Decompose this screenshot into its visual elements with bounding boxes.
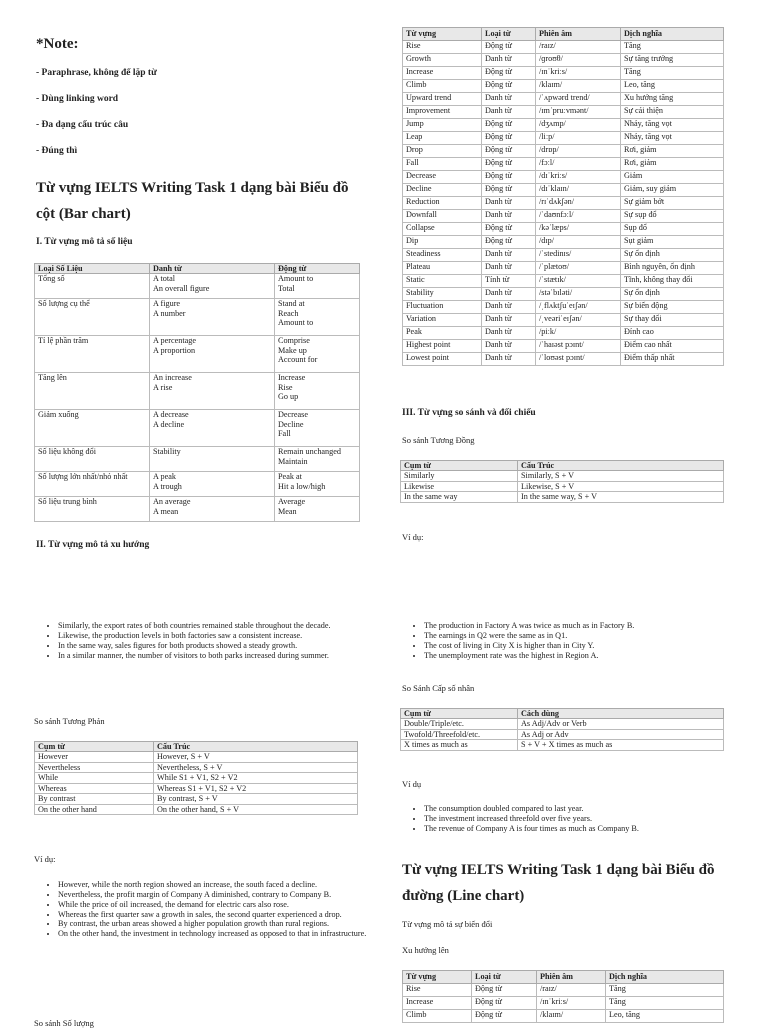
table-cell: /klaɪm/: [537, 1010, 606, 1023]
table-cell: /ˈstætɪk/: [536, 275, 621, 288]
table-cell: Động từ: [482, 80, 536, 93]
table-row: [403, 119, 724, 132]
table-header-row: [401, 461, 724, 471]
contrast-table: [34, 741, 358, 815]
table-row: [35, 783, 358, 793]
table-cell: Average Mean: [275, 497, 360, 522]
table-cell: Động từ: [482, 158, 536, 171]
table-cell: While: [35, 773, 154, 783]
table-cell: Decline: [403, 184, 482, 197]
table-cell: /dɪp/: [536, 236, 621, 249]
table-cell: Số lượng lớn nhất/nhỏ nhất: [35, 472, 150, 497]
table-cell: Rơi, giảm: [621, 145, 724, 158]
table-cell: Highest point: [403, 340, 482, 353]
table-row: [403, 106, 724, 119]
list-item: • The revenue of Company A is four times as much as Company B.: [424, 824, 754, 834]
table-row: [35, 804, 358, 814]
table-row: [403, 262, 724, 275]
table-cell: Leap: [403, 132, 482, 145]
column-header: Danh từ: [150, 264, 275, 274]
table-row: [401, 729, 724, 739]
table-cell: Decrease Decline Fall: [275, 410, 360, 447]
table-row: [35, 497, 360, 522]
table-row: [403, 236, 724, 249]
table-header-row: [35, 264, 360, 274]
table-cell: /ˈhaɪəst pɔɪnt/: [536, 340, 621, 353]
table-cell: /dɪˈklaɪn/: [536, 184, 621, 197]
table-cell: Nhảy, tăng vọt: [621, 119, 724, 132]
table-row: [403, 353, 724, 366]
list-item: • By contrast, the urban areas showed a higher population growth than rural regions.: [58, 919, 388, 929]
example-label: Ví dụ: [402, 779, 422, 789]
table-row: [401, 740, 724, 750]
table-cell: On the other hand: [35, 804, 154, 814]
upward-trend-label: Xu hướng lên: [402, 945, 449, 955]
table-cell: Steadiness: [403, 249, 482, 262]
table-cell: Twofold/Threefold/etc.: [401, 729, 518, 739]
table-cell: Double/Triple/etc.: [401, 719, 518, 729]
table-cell: Danh từ: [482, 197, 536, 210]
table-cell: Decrease: [403, 171, 482, 184]
table-row: [35, 410, 360, 447]
table-cell: Rise: [403, 984, 472, 997]
table-cell: Giảm xuống: [35, 410, 150, 447]
table-cell: Động từ: [482, 223, 536, 236]
table-row: [403, 314, 724, 327]
table-row: [403, 197, 724, 210]
section2-heading: II. Từ vựng mô tả xu hướng: [36, 540, 150, 550]
table-cell: Fall: [403, 158, 482, 171]
table-cell: However: [35, 752, 154, 762]
table-row: [403, 54, 724, 67]
column-header: Dịch nghĩa: [621, 28, 724, 41]
column-header: Từ vựng: [403, 971, 472, 984]
note-title: *Note:: [36, 36, 79, 52]
table-row: [403, 223, 724, 236]
table-cell: Tăng: [621, 41, 724, 54]
section1-heading: I. Từ vựng mô tả số liệu: [36, 237, 133, 247]
table-cell: Danh từ: [482, 249, 536, 262]
table-cell: In the same way, S + V: [518, 492, 724, 502]
column-header: Cụm từ: [401, 461, 518, 471]
table-cell: /ɡroʊθ/: [536, 54, 621, 67]
table-cell: Động từ: [482, 119, 536, 132]
table-header-row: [401, 709, 724, 719]
table-cell: Sự biến động: [621, 301, 724, 314]
table-row: [35, 447, 360, 472]
table-cell: Drop: [403, 145, 482, 158]
column-header: Cấu Trúc: [518, 461, 724, 471]
table-cell: Số lượng cụ thể: [35, 299, 150, 336]
table-cell: /piːk/: [536, 327, 621, 340]
table-cell: Danh từ: [482, 340, 536, 353]
column-header: Loại từ: [482, 28, 536, 41]
table-row: [403, 301, 724, 314]
table-cell: On the other hand, S + V: [154, 804, 358, 814]
line-sub-heading: Từ vựng mô tả sự biến đổi: [402, 919, 493, 929]
table-cell: Static: [403, 275, 482, 288]
table-cell: Stability: [150, 447, 275, 472]
table-cell: Tăng: [621, 67, 724, 80]
table-cell: Đỉnh cao: [621, 327, 724, 340]
trend-vocab-table: [402, 27, 724, 366]
table-cell: Increase: [403, 997, 472, 1010]
table-cell: Stability: [403, 288, 482, 301]
table-cell: Danh từ: [482, 262, 536, 275]
table-row: [403, 288, 724, 301]
table-cell: Reduction: [403, 197, 482, 210]
table-cell: Tăng: [606, 984, 724, 997]
table-row: [403, 210, 724, 223]
table-cell: Likewise, S + V: [518, 481, 724, 491]
table-cell: /raɪz/: [537, 984, 606, 997]
table-row: [403, 93, 724, 106]
table-cell: Stand at Reach Amount to: [275, 299, 360, 336]
table-cell: /ˈʌpwərd trend/: [536, 93, 621, 106]
table-cell: A total An overall figure: [150, 274, 275, 299]
similarity-label: So sánh Tương Đồng: [402, 435, 475, 445]
table-cell: /kəˈlæps/: [536, 223, 621, 236]
table-cell: Sự cải thiện: [621, 106, 724, 119]
table-cell: /ˈstedinɪs/: [536, 249, 621, 262]
table-header-row: [403, 28, 724, 41]
table-cell: A figure A number: [150, 299, 275, 336]
table-row: [401, 471, 724, 481]
column-header: Loại Số Liệu: [35, 264, 150, 274]
table-cell: Growth: [403, 54, 482, 67]
table-row: [35, 336, 360, 373]
table-cell: /dɪˈkriːs/: [536, 171, 621, 184]
table-cell: /fɔːl/: [536, 158, 621, 171]
table-cell: /ɪnˈkriːs/: [536, 67, 621, 80]
table-cell: Increase: [403, 67, 482, 80]
table-row: [403, 158, 724, 171]
contrast-examples-list: [36, 880, 388, 939]
note-item: - Đa dạng cấu trúc câu: [36, 120, 129, 130]
table-cell: Động từ: [482, 184, 536, 197]
note-item: - Đúng thì: [36, 146, 78, 156]
table-cell: Động từ: [482, 67, 536, 80]
list-item: • Nevertheless, the profit margin of Company A diminished, contrary to Company B.: [58, 890, 388, 900]
table-row: [35, 274, 360, 299]
table-cell: While S1 + V1, S2 + V2: [154, 773, 358, 783]
example-label: Ví dụ:: [402, 532, 424, 542]
table-cell: Sự giảm bớt: [621, 197, 724, 210]
example-label: Ví dụ:: [34, 854, 56, 864]
table-cell: Tỉ lệ phần trăm: [35, 336, 150, 373]
table-cell: Động từ: [472, 984, 537, 997]
table-row: [401, 719, 724, 729]
list-item: • However, while the north region showed an increase, the south faced a decline.: [58, 880, 388, 890]
table-row: [403, 67, 724, 80]
table-header-row: [35, 742, 358, 752]
data-description-table: [34, 263, 360, 522]
table-cell: /klaɪm/: [536, 80, 621, 93]
table-cell: Xu hướng tăng: [621, 93, 724, 106]
table-cell: Động từ: [482, 145, 536, 158]
table-row: [403, 1010, 724, 1023]
table-row: [403, 80, 724, 93]
multiplier-label: So Sánh Cấp số nhân: [402, 683, 475, 693]
table-cell: Nevertheless, S + V: [154, 762, 358, 772]
table-cell: As Adj or Adv: [518, 729, 724, 739]
table-cell: Động từ: [472, 1010, 537, 1023]
list-item: • On the other hand, the investment in technology increased as opposed to that in infrastructure.: [58, 929, 388, 939]
table-cell: Giảm: [621, 171, 724, 184]
table-cell: Tổng số: [35, 274, 150, 299]
table-cell: /liːp/: [536, 132, 621, 145]
table-row: [403, 132, 724, 145]
table-cell: Peak at Hit a low/high: [275, 472, 360, 497]
table-cell: Động từ: [482, 41, 536, 54]
note-item: - Paraphrase, không để lặp từ: [36, 68, 157, 78]
comparison-examples-list: [402, 621, 754, 660]
table-cell: /ˈdaʊnfɔːl/: [536, 210, 621, 223]
list-item: • The earnings in Q2 were the same as in Q1.: [424, 631, 754, 641]
contrast-label: So sánh Tương Phản: [34, 716, 105, 726]
table-cell: Climb: [403, 1010, 472, 1023]
table-cell: Increase Rise Go up: [275, 373, 360, 410]
table-cell: Climb: [403, 80, 482, 93]
table-row: [401, 492, 724, 502]
table-cell: Sự sụp đổ: [621, 210, 724, 223]
table-cell: Danh từ: [482, 93, 536, 106]
list-item: • The unemployment rate was the highest in Region A.: [424, 651, 754, 661]
table-cell: Variation: [403, 314, 482, 327]
list-item: • The production in Factory A was twice as much as in Factory B.: [424, 621, 754, 631]
table-cell: Similarly, S + V: [518, 471, 724, 481]
list-item: • While the price of oil increased, the demand for electric cars also rose.: [58, 900, 388, 910]
table-cell: Danh từ: [482, 288, 536, 301]
table-cell: Danh từ: [482, 210, 536, 223]
table-cell: Rơi, giảm: [621, 158, 724, 171]
table-cell: Comprise Make up Account for: [275, 336, 360, 373]
column-header: Từ vựng: [403, 28, 482, 41]
column-header: Phiên âm: [537, 971, 606, 984]
table-cell: Tăng: [606, 997, 724, 1010]
table-cell: Dip: [403, 236, 482, 249]
multiplier-table: [400, 708, 724, 751]
column-header: Cấu Trúc: [154, 742, 358, 752]
similarity-table: [400, 460, 724, 503]
table-header-row: [403, 971, 724, 984]
table-row: [35, 373, 360, 410]
table-cell: A percentage A proportion: [150, 336, 275, 373]
table-cell: Leo, tăng: [621, 80, 724, 93]
table-cell: Whereas: [35, 783, 154, 793]
table-cell: Điểm thấp nhất: [621, 353, 724, 366]
list-item: • The consumption doubled compared to last year.: [424, 804, 754, 814]
table-cell: Bình nguyên, ổn định: [621, 262, 724, 275]
table-cell: Số liệu trung bình: [35, 497, 150, 522]
table-cell: Sụp đổ: [621, 223, 724, 236]
note-item: - Dùng linking word: [36, 94, 119, 104]
table-row: [403, 997, 724, 1010]
table-cell: /ˌveəriˈeɪʃən/: [536, 314, 621, 327]
table-cell: /ˈloʊəst pɔɪnt/: [536, 353, 621, 366]
table-cell: /ɪnˈkriːs/: [537, 997, 606, 1010]
table-row: [403, 340, 724, 353]
column-header: Cụm từ: [35, 742, 154, 752]
line-vocab-table: [402, 970, 724, 1023]
table-row: [403, 41, 724, 54]
table-cell: Nevertheless: [35, 762, 154, 772]
table-cell: In the same way: [401, 492, 518, 502]
table-cell: Động từ: [482, 236, 536, 249]
table-row: [403, 145, 724, 158]
table-cell: Động từ: [482, 171, 536, 184]
table-cell: Improvement: [403, 106, 482, 119]
table-cell: Amount to Total: [275, 274, 360, 299]
table-cell: Nhảy, tăng vọt: [621, 132, 724, 145]
table-cell: Giảm, suy giảm: [621, 184, 724, 197]
table-cell: Plateau: [403, 262, 482, 275]
table-cell: Số liệu không đổi: [35, 447, 150, 472]
table-cell: X times as much as: [401, 740, 518, 750]
table-row: [35, 299, 360, 336]
multiplier-examples-list: [402, 804, 754, 834]
table-cell: An increase A rise: [150, 373, 275, 410]
table-cell: By contrast, S + V: [154, 794, 358, 804]
table-row: [35, 762, 358, 772]
column-header: Dịch nghĩa: [606, 971, 724, 984]
column-header: Cụm từ: [401, 709, 518, 719]
table-cell: However, S + V: [154, 752, 358, 762]
table-cell: /ˈplætoʊ/: [536, 262, 621, 275]
table-cell: Downfall: [403, 210, 482, 223]
table-cell: Similarly: [401, 471, 518, 481]
table-cell: Tính từ: [482, 275, 536, 288]
table-row: [403, 184, 724, 197]
table-cell: Likewise: [401, 481, 518, 491]
similarity-examples-list: [36, 621, 388, 660]
table-cell: /rɪˈdʌkʃən/: [536, 197, 621, 210]
table-row: [403, 249, 724, 262]
table-row: [35, 794, 358, 804]
table-row: [35, 773, 358, 783]
table-cell: /raɪz/: [536, 41, 621, 54]
column-header: Cách dùng: [518, 709, 724, 719]
table-cell: Danh từ: [482, 301, 536, 314]
table-cell: Sự ổn định: [621, 249, 724, 262]
table-cell: An average A mean: [150, 497, 275, 522]
table-cell: Điểm cao nhất: [621, 340, 724, 353]
table-cell: Sự ổn định: [621, 288, 724, 301]
list-item: • In a similar manner, the number of visitors to both parks increased during summer.: [58, 651, 388, 661]
table-cell: Peak: [403, 327, 482, 340]
table-cell: /dʒʌmp/: [536, 119, 621, 132]
cutoff-label: So sánh Số lượng: [34, 1018, 94, 1028]
table-cell: Danh từ: [482, 353, 536, 366]
table-cell: Danh từ: [482, 327, 536, 340]
table-cell: Upward trend: [403, 93, 482, 106]
table-cell: Jump: [403, 119, 482, 132]
table-cell: Fluctuation: [403, 301, 482, 314]
table-cell: Tĩnh, không thay đổi: [621, 275, 724, 288]
table-cell: /ˌflʌktʃuˈeɪʃən/: [536, 301, 621, 314]
table-row: [403, 327, 724, 340]
table-cell: /ɪmˈpruːvmənt/: [536, 106, 621, 119]
section3-heading: III. Từ vựng so sánh và đối chiếu: [402, 408, 536, 418]
table-row: [35, 752, 358, 762]
column-header: Loại từ: [472, 971, 537, 984]
table-cell: Danh từ: [482, 106, 536, 119]
table-cell: Tăng lên: [35, 373, 150, 410]
table-row: [401, 481, 724, 491]
table-cell: Remain unchanged Maintain: [275, 447, 360, 472]
table-cell: Collapse: [403, 223, 482, 236]
table-cell: Sự tăng trưởng: [621, 54, 724, 67]
table-cell: Leo, tăng: [606, 1010, 724, 1023]
table-cell: Danh từ: [482, 54, 536, 67]
table-row: [403, 171, 724, 184]
bar-chart-heading: Từ vựng IELTS Writing Task 1 dạng bài Biểu đồ cột (Bar chart): [36, 180, 349, 222]
table-cell: By contrast: [35, 794, 154, 804]
line-chart-heading: Từ vựng IELTS Writing Task 1 dạng bài Biểu đồ đường (Line chart): [402, 862, 715, 904]
list-item: • Whereas the first quarter saw a growth in sales, the second quarter experienced a drop.: [58, 910, 388, 920]
table-cell: Động từ: [472, 997, 537, 1010]
table-row: [35, 472, 360, 497]
list-item: • Likewise, the production levels in both factories saw a consistent increase.: [58, 631, 388, 641]
table-row: [403, 984, 724, 997]
table-cell: Sụt giảm: [621, 236, 724, 249]
table-cell: S + V + X times as much as: [518, 740, 724, 750]
table-cell: /stəˈbɪləti/: [536, 288, 621, 301]
column-header: Động từ: [275, 264, 360, 274]
column-header: Phiên âm: [536, 28, 621, 41]
table-cell: Whereas S1 + V1, S2 + V2: [154, 783, 358, 793]
table-cell: Rise: [403, 41, 482, 54]
table-cell: /drɒp/: [536, 145, 621, 158]
list-item: • Similarly, the export rates of both countries remained stable throughout the decade.: [58, 621, 388, 631]
table-cell: Động từ: [482, 132, 536, 145]
table-cell: Lowest point: [403, 353, 482, 366]
table-row: [403, 275, 724, 288]
list-item: • The investment increased threefold over five years.: [424, 814, 754, 824]
list-item: • The cost of living in City X is higher than in City Y.: [424, 641, 754, 651]
table-cell: As Adj/Adv or Verb: [518, 719, 724, 729]
table-cell: A decrease A decline: [150, 410, 275, 447]
table-cell: Danh từ: [482, 314, 536, 327]
table-cell: A peak A trough: [150, 472, 275, 497]
list-item: • In the same way, sales figures for both products showed a steady growth.: [58, 641, 388, 651]
table-cell: Sự thay đổi: [621, 314, 724, 327]
